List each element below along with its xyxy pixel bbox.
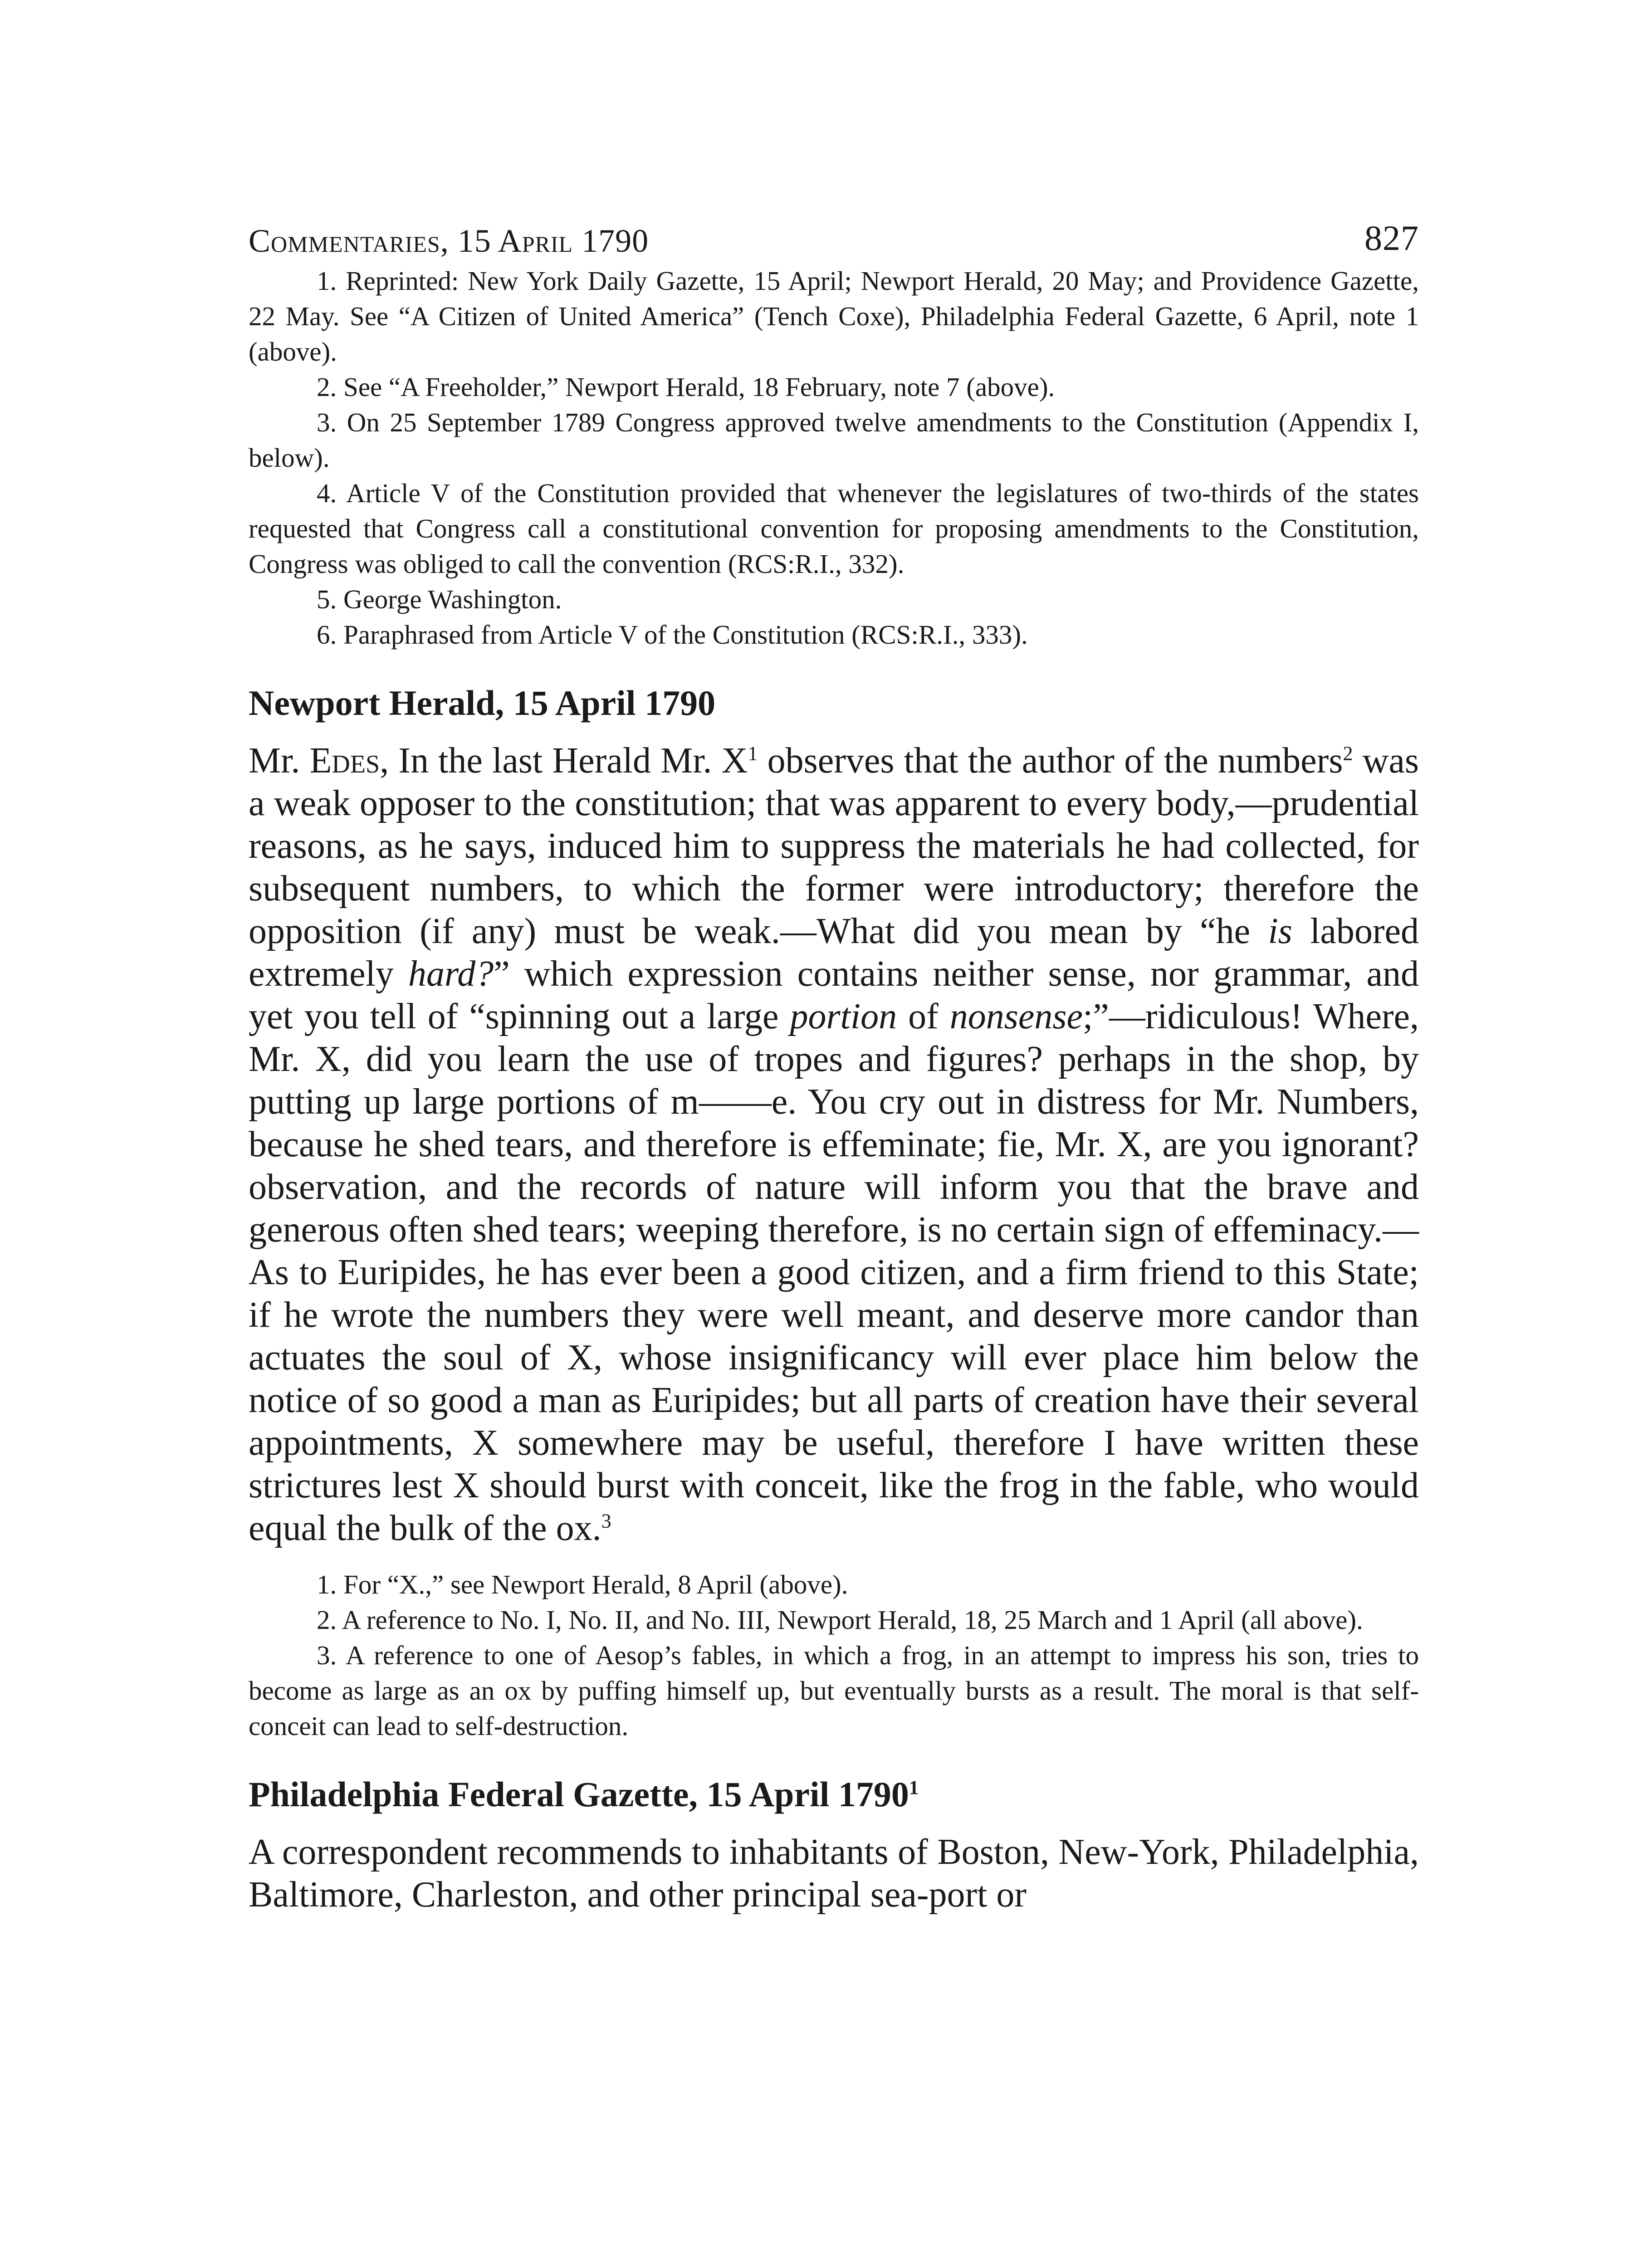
footnote-ref: 2 — [1343, 742, 1353, 765]
endnote: 2. A reference to No. I, No. II, and No. III, Newport Herald, 18, 25 March and 1 April (all above). — [317, 1605, 1363, 1635]
italic-text: portion — [790, 997, 897, 1036]
salutation-mr: Mr. — [249, 741, 310, 781]
endnote: 6. Paraphrased from Article V of the Constitution (RCS:R.I., 333). — [317, 620, 1028, 650]
article-text: labored extremely — [249, 911, 1419, 994]
endnote: 5. George Washington. — [317, 584, 562, 614]
newport-endnotes — [249, 1567, 1419, 1744]
italic-text: hard? — [408, 954, 494, 994]
endnote: 1. For “X.,” see Newport Herald, 8 April (above). — [317, 1569, 848, 1599]
philadelphia-article-body: A correspondent recommends to inhabitants of Boston, New-York, Philadelphia, Baltimore, Charleston, and other principal sea-port or — [249, 1832, 1419, 1915]
heading-text: Philadelphia Federal Gazette, 15 April 1790 — [249, 1774, 909, 1814]
running-head — [249, 213, 1419, 263]
endnote: 3. A reference to one of Aesop’s fables, in which a frog, in an attempt to impress his son, tries to become as large as an ox by puffing himself up, but eventually bursts as a result. The moral is that self-conceit can lead to self-destruction. — [249, 1640, 1419, 1741]
newport-article-body — [249, 739, 1419, 1549]
endnote: 3. On 25 September 1789 Congress approved twelve amendments to the Constitution (Appendix I, below). — [249, 407, 1419, 473]
article-text: ” which expression contains neither sense, nor grammar, and yet you tell of “spinning out a large — [249, 954, 1419, 1036]
italic-text: nonsense — [949, 997, 1083, 1036]
article-text: was a weak opposer to the constitution; that was apparent to every body,—prudential reasons, as he says, induced him to suppress the materials he had collected, for subsequent numbers, to which the former were introductory; therefore the opposition (if any) must be weak.—What did you mean by “he — [249, 741, 1419, 951]
page-number: 827 — [1364, 218, 1419, 258]
article-text: observes that the author of the numbers — [758, 741, 1343, 781]
italic-text: is — [1268, 911, 1292, 951]
section-heading-newport: Newport Herald, 15 April 1790 — [249, 683, 716, 723]
top-endnotes — [249, 263, 1419, 652]
footnote-ref: 1 — [748, 742, 758, 765]
article-text: ;”—ridiculous! Where, Mr. X, did you learn the use of tropes and figures? perhaps in the shop, by putting up large portions of m——e. You cry out in distress for Mr. Numbers, because he shed tears, and therefore is effeminate; fie, Mr. X, are you ignorant? observation, and the records of nature will inform you that the brave and generous often shed tears; weeping therefore, is no certain sign of effeminacy.—As to Euripides, he has ever been a good citizen, and a firm friend to this State; if he wrote the numbers they were well meant, and deserve more candor than actuates the soul of X, whose insignificancy will ever place him below the notice of so good a man as Euripides; but all parts of creation have their several appointments, X somewhere may be useful, therefore I have written these strictures lest X should burst with conceit, like the frog in the fable, who would equal the bulk of the ox. — [249, 997, 1419, 1548]
endnote: 2. See “A Freeholder,” Newport Herald, 18 February, note 7 (above). — [317, 372, 1055, 402]
salutation-name: Edes — [309, 741, 380, 781]
running-head-title: Commentaries, 15 April 1790 — [249, 223, 649, 259]
section-heading-philadelphia — [249, 1772, 1419, 1817]
article-text: of — [897, 997, 950, 1036]
endnote: 4. Article V of the Constitution provided that whenever the legislatures of two-thirds of the states requested that Congress call a constitutional convention for proposing amendments to the Constitution, Congress was obliged to call the convention (RCS:R.I., 332). — [249, 478, 1419, 579]
footnote-ref: 1 — [909, 1777, 919, 1799]
article-text: , In the last Herald Mr. X — [380, 741, 748, 781]
document-page — [249, 213, 1419, 1916]
endnote: 1. Reprinted: New York Daily Gazette, 15 April; Newport Herald, 20 May; and Providence Gazette, 22 May. See “A Citizen of United America” (Tench Coxe), Philadelphia Federal Gazette, 6 April, note 1 (above). — [249, 266, 1419, 367]
footnote-ref: 3 — [601, 1510, 611, 1532]
